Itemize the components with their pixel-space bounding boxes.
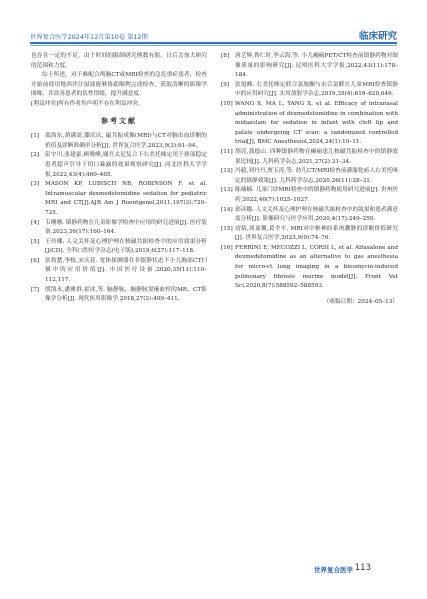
header-rule-thin xyxy=(30,45,397,46)
reference-item xyxy=(31,132,207,151)
reference-item xyxy=(221,225,398,244)
reference-item xyxy=(221,100,398,148)
reference-item xyxy=(221,206,398,225)
reference-number: [12] xyxy=(221,168,233,175)
reference-text: MASON KP, LUBISCH NB, ROBINSON F, et al. Intramuscular dexmedetomidine sedation for pediatric MRI and CT[J].AJR Am J Roentgenol,2011,197(3):720–725. xyxy=(45,181,207,216)
reference-number: [6] xyxy=(31,257,40,264)
conflict-text: 利益冲突]所有作者均声明不存在利益冲突。 xyxy=(33,100,144,107)
reference-item xyxy=(221,148,398,167)
reference-text: WANG X, MA L, YANG X, et al. Efficacy of intranasal administration of dexmedetomidine in combination with midazolam for sedation in infant with cleft lip and palate undergoing CT scan: a randomized controlled trial[J]. BMC Anesthesiol,2024,24(1):10–11. xyxy=(235,100,398,146)
reference-number: [7] xyxy=(31,286,40,293)
reference-text: 彭宇川,张建豪,顾俊峰,谢吾太尼复合下右美托咪定用于颈部稳定患者超声引导下切口暴露的效果观察研究[J]. 河北医科大学学报,2022,43(4):460–465. xyxy=(45,152,207,178)
reference-item xyxy=(221,244,398,292)
reference-number: [3] xyxy=(31,181,40,188)
reference-number: [10] xyxy=(221,100,233,107)
references-heading: 参考文献 xyxy=(101,116,137,125)
reference-number: [16] xyxy=(221,244,233,251)
reference-number: [8] xyxy=(221,53,230,59)
reference-item xyxy=(31,219,207,238)
reference-text: 靖婧,周嘉馨,葛全平. MRI对中枢神经系统囊肿的诊断价值研究[J]. 世界复合医学,2023,9(9):74–76. xyxy=(235,225,398,242)
reference-text: 冯毅,刘丹丹,贾玉涛,等. 幼儿CT/MRI检查前灌服化瘀人右美托咪定的镇静效果[J]. 儿科药学杂志,2020,26(11):28–31. xyxy=(235,168,398,184)
reference-number: [14] xyxy=(221,206,233,213)
reference-number: [11] xyxy=(221,148,233,155)
header-rule xyxy=(30,42,397,44)
reference-text: 韦珊珊. 镇静药物在儿童影像学检查中应用的研究进展[J]. 医疗装备,2023,36(17):160–164. xyxy=(45,219,207,236)
right-column xyxy=(221,52,398,307)
body-paragraph: 也存在一定的不足，由于时间的限制研究例数有限，日后会加大研究的范围和力度。 xyxy=(31,53,207,69)
reference-item xyxy=(221,81,398,100)
reference-item xyxy=(31,238,207,257)
reference-item xyxy=(31,180,207,218)
reference-text: 张旭峰. 右美托咪定联合氯胺酮与水合氯醛在儿童MRI检查镇静中的应用研究[J]. 实用放射学杂志,2019,35(4):619–620,646. xyxy=(235,81,398,98)
page-number: 113 xyxy=(354,563,371,573)
reference-list-left xyxy=(31,132,207,305)
reference-text: 胡亮,龚德山. 四种镇静药物在癫痫患儿核磁共振检查中的镇静效果比较[J]. 儿科药学杂志,2021,27(2):31–34. xyxy=(235,148,398,165)
reference-item xyxy=(221,186,398,205)
reference-text: 唐艺辉,鲁仁时,李云海,等. 小儿癫痫PET/CT检查前镇静药物对图像质量的影响研究[J]. 昆明医科大学学报,2022,43(11):178–184. xyxy=(235,53,398,79)
reference-text: 陈楠楠. 儿童门诊MRI检查中的镇静药物使用研究进展[J]. 贵州医药,2022,46(7):1025–1027. xyxy=(235,187,398,203)
reference-number: [15] xyxy=(221,225,233,232)
reference-text: 王玲娜. 人文关怀及心理护理在核磁共振检查中的应用效果分析[J/CD]. 全科口腔医学杂志(电子版),2019,6(27):117–118. xyxy=(45,238,207,255)
reference-text: FERRINI E, MECOZZI L, CORSI L, et al. Alfaxalone and dexmedetomidine as an alternative to gas anesthesia for micro-ct lung imaging in a bleomycin-induced pulmonary fibrosis murine model[J]. Front Vet Sci,2020,8(7):588592–588593. xyxy=(235,244,398,290)
page-footer xyxy=(0,560,427,580)
page-header xyxy=(0,0,427,46)
reference-text: 张勃楚,李栋,宋庆花. 宽体探测器在非镇静状态下小儿胸部CT扫描中的应用价值[J]. 中国医疗设备,2020,35(11):110–112,117. xyxy=(45,257,207,284)
reference-number: [1] xyxy=(31,133,40,140)
journal-issue-line: 世界复合医学2024年12月第10卷 第12期 xyxy=(30,34,148,41)
reference-item xyxy=(31,257,207,286)
reference-list-right xyxy=(221,52,398,292)
reference-number: [9] xyxy=(221,81,230,88)
reference-item xyxy=(221,52,398,81)
reference-item xyxy=(31,286,207,305)
reference-number: [4] xyxy=(31,219,40,226)
received-date: （收稿日期：2024–05–13） xyxy=(323,298,398,305)
reference-text: 郭彦娜. 人文关怀及心理护理在核磁共振检查中的效果和患者满意度分析[J]. 影像研究与医学应用,2020,4(17):249–250. xyxy=(235,206,398,223)
reference-number: [13] xyxy=(221,187,233,194)
reference-text: 邵海东,胡满盈,滕庆庆. 磁共振成像(MRI)与CT对脑出血诊断的价值及诊断准确率分析[J]. 世界复合医学,2023,9(3):91–94. xyxy=(45,133,207,149)
conflict-statement: [利益冲突]所有作者均声明不存在利益冲突。 xyxy=(31,100,144,107)
section-title: 临床研究 xyxy=(358,31,397,42)
reference-item xyxy=(31,151,207,180)
reference-item xyxy=(221,167,398,186)
left-column xyxy=(31,52,207,305)
reference-number: [5] xyxy=(31,238,40,245)
reference-text: 殷凯永,潘雅群,霍冰,等. 脑静脉、脑静脉窦瘘血栓的MR、CT影像学分析[J]. 现代医用影像学,2018,27(2):409–411. xyxy=(45,286,207,303)
body-paragraph: 综上所述，对于难配合颅脑CT或MRI检查的急危重症患者，检查开始前使用地西泮注射液能够协助顺利完成检查，获取清晰的影像学图像，并改善患者的负性情绪，提升满意度。 xyxy=(31,72,207,98)
footer-journal-name: 世界复合医学 xyxy=(314,566,353,574)
reference-number: [2] xyxy=(31,152,40,159)
